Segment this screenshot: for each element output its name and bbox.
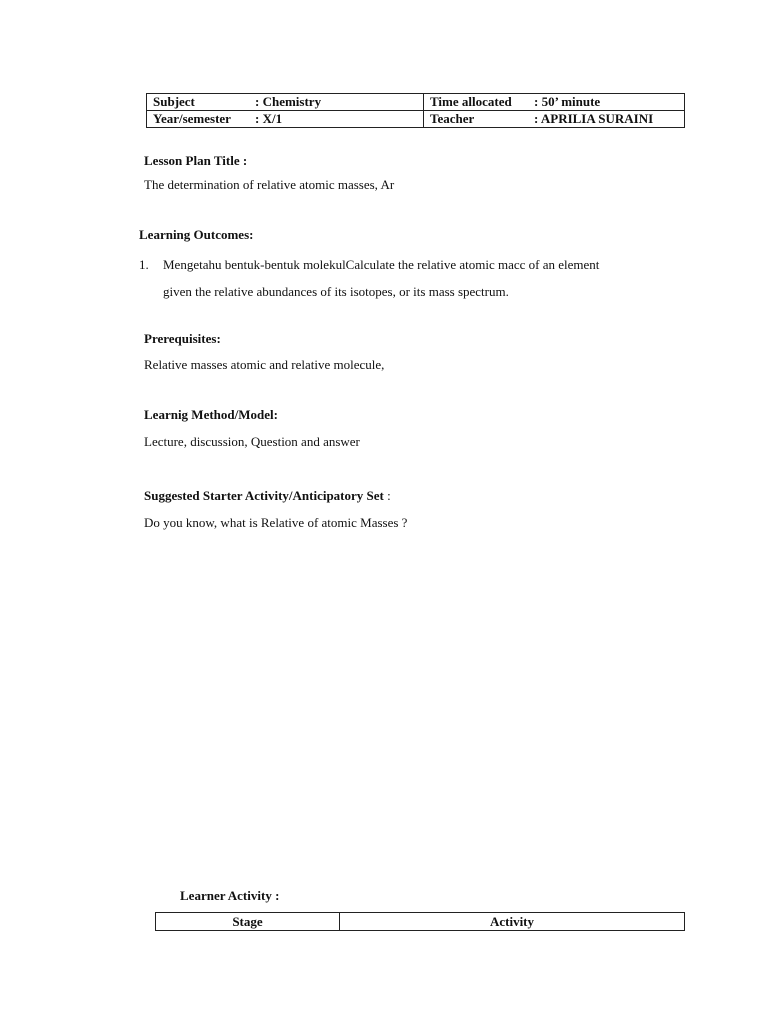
table-row: [147, 94, 685, 111]
subject-label: Subject: [153, 94, 195, 109]
year-cell: [147, 111, 424, 128]
teacher-label: Teacher: [430, 111, 475, 126]
learning-outcomes-list: [139, 251, 699, 305]
learning-outcomes-heading: Learning Outcomes:: [139, 227, 254, 242]
prerequisites-text: Relative masses atomic and relative molecule,: [144, 357, 385, 372]
starter-heading-suffix: :: [383, 488, 391, 503]
activity-column-header: Activity: [340, 913, 685, 931]
method-heading: Learnig Method/Model:: [144, 407, 278, 422]
lesson-plan-heading: Lesson Plan Title :: [144, 153, 248, 168]
outcome-number: 1.: [139, 257, 149, 272]
table-row: [147, 111, 685, 128]
outcome-text-line1: Mengetahu bentuk-bentuk molekulCalculate the relative atomic macc of an element: [163, 257, 600, 272]
teacher-cell: [424, 111, 685, 128]
time-label: Time allocated: [430, 94, 512, 109]
teacher-value: : APRILIA SURAINI: [534, 111, 654, 126]
learner-activity-table: [155, 912, 685, 931]
starter-heading-line: [144, 488, 391, 504]
list-item: [139, 251, 699, 278]
table-header-row: [156, 913, 685, 931]
outcome-text-line2: given the relative abundances of its isotopes, or its mass spectrum.: [163, 284, 509, 299]
prerequisites-heading: Prerequisites:: [144, 331, 221, 346]
subject-cell: [147, 94, 424, 111]
year-value: : X/1: [255, 111, 283, 126]
subject-value: : Chemistry: [255, 94, 322, 109]
lesson-info-table: [146, 93, 685, 128]
starter-heading: Suggested Starter Activity/Anticipatory Set: [144, 488, 384, 503]
year-label: Year/semester: [153, 111, 231, 126]
time-value: : 50’ minute: [534, 94, 601, 109]
method-text: Lecture, discussion, Question and answer: [144, 434, 360, 449]
stage-column-header: Stage: [156, 913, 340, 931]
lesson-plan-title: The determination of relative atomic masses, Ar: [144, 177, 395, 192]
starter-question: Do you know, what is Relative of atomic Masses ?: [144, 515, 408, 530]
time-cell: [424, 94, 685, 111]
learner-activity-heading: Learner Activity :: [180, 888, 280, 903]
